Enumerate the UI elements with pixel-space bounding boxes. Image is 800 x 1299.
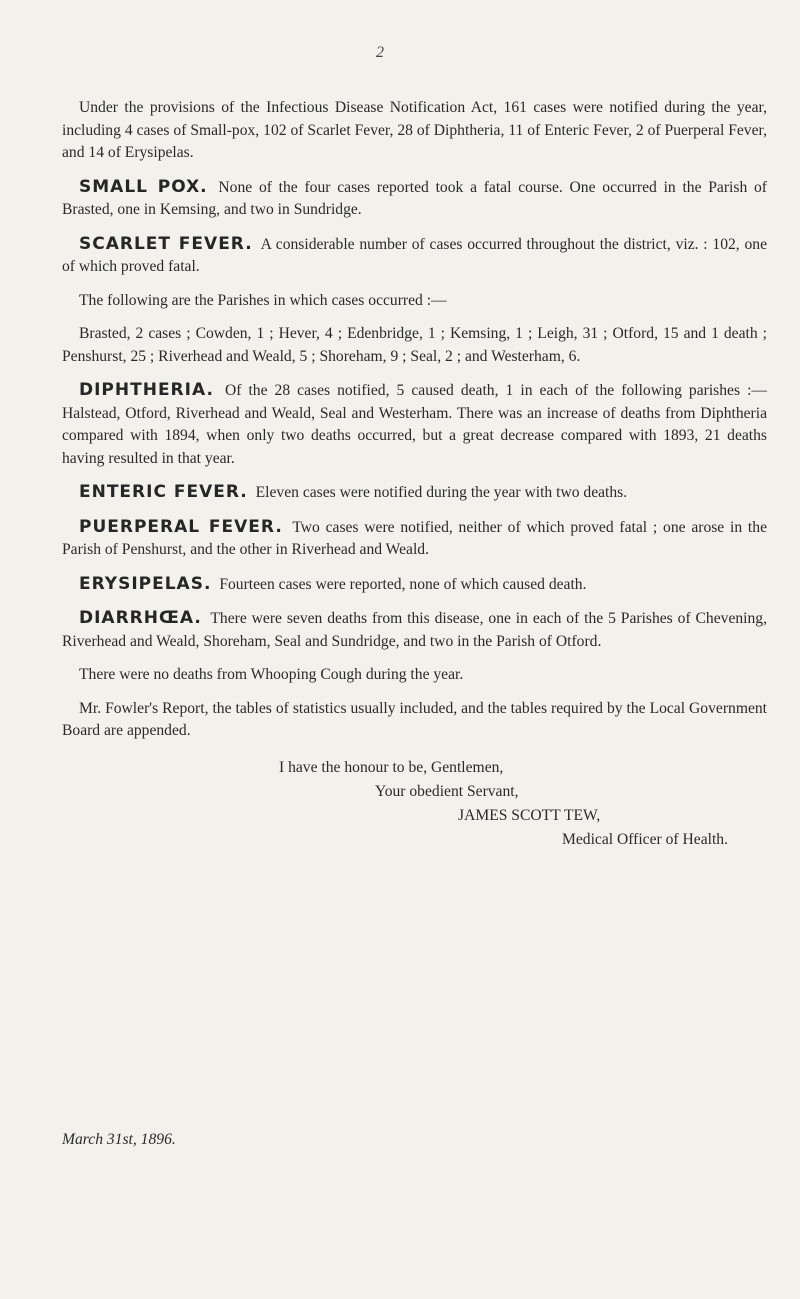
- puerperal-fever-section: [62, 516, 767, 562]
- paragraph-text: None of the four cases reported took a fatal course. One occurred in the Parish of Brasted, one in Kemsing, and two in Sundridge.: [62, 178, 767, 218]
- salutation: I have the honour to be, Gentlemen,: [279, 758, 504, 776]
- paragraph-text: Of the 28 cases notified, 5 caused death, 1 in each of the following parishes :—Halstead, Otford, Riverhead and Weald, Seal and Westerham. There was an increase of deaths from Diphtheria compared with 1894, when only two deaths occurred, but a great decrease compared with 1893, 21 deaths having resulted in that year.: [62, 382, 767, 467]
- scarlet-fever-section: [62, 233, 767, 279]
- report-date: March 31st, 1896.: [62, 1131, 176, 1148]
- paragraph-text: A considerable number of cases occurred throughout the district, viz. : 102, one of which proved fatal.: [62, 235, 767, 275]
- enteric-fever-section: [62, 481, 767, 505]
- paragraph-text: Two cases were notified, neither of which proved fatal ; one arose in the Parish of Penshurst, and the other in Riverhead and Weald.: [62, 518, 767, 558]
- diphtheria-section: [62, 379, 767, 470]
- paragraph-text: Brasted, 2 cases ; Cowden, 1 ; Hever, 4 ; Edenbridge, 1 ; Kemsing, 1 ; Leigh, 31 ; Otford, 15 and 1 death ; Penshurst, 25 ; Riverhead and Weald, 5 ; Shoreham, 9 ; Seal, 2 ; and Westerham, 6.: [62, 325, 767, 365]
- small-pox-section: [62, 176, 767, 222]
- report-appendix-paragraph: [62, 698, 767, 743]
- signature: JAMES SCOTT TEW,: [458, 806, 601, 824]
- parishes-intro: [62, 290, 767, 313]
- section-heading: PUERPERAL FEVER.: [79, 516, 283, 537]
- closing-block: [62, 757, 767, 867]
- document-body: [62, 97, 767, 867]
- whooping-cough-paragraph: [62, 664, 767, 687]
- paragraph-text: Under the provisions of the Infectious Disease Notification Act, 161 cases were notified during the year, including 4 cases of Small-pox, 102 of Scarlet Fever, 28 of Diphtheria, 11 of Enteric Fever, 2 of Puerperal Fever, and 14 of Erysipelas.: [62, 99, 767, 161]
- paragraph-text: Fourteen cases were reported, none of which caused death.: [219, 575, 587, 593]
- diarrhoea-section: [62, 607, 767, 653]
- section-heading: DIARRHŒA.: [79, 608, 202, 628]
- paragraph-text: The following are the Parishes in which cases occurred :—: [79, 291, 447, 309]
- section-heading: DIPHTHERIA.: [79, 380, 214, 400]
- section-heading: SCARLET FEVER.: [79, 233, 253, 254]
- intro-paragraph: [62, 97, 767, 165]
- officer-title: Medical Officer of Health.: [562, 830, 728, 848]
- section-heading: SMALL POX.: [79, 176, 208, 197]
- paragraph-text: There were no deaths from Whooping Cough during the year.: [79, 666, 464, 683]
- parishes-list: [62, 323, 767, 368]
- section-heading: ENTERIC FEVER.: [79, 482, 248, 502]
- section-heading: ERYSIPELAS.: [79, 573, 212, 594]
- paragraph-text: Eleven cases were notified during the year with two deaths.: [255, 484, 628, 501]
- erysipelas-section: [62, 573, 767, 597]
- paragraph-text: Mr. Fowler's Report, the tables of statistics usually included, and the tables required by the Local Government Board are appended.: [62, 699, 767, 739]
- paragraph-text: There were seven deaths from this disease, one in each of the 5 Parishes of Chevening, Riverhead and Weald, Shoreham, Seal and Sundridge, and two in the Parish of Otford.: [62, 610, 767, 650]
- page-number: 2: [376, 44, 384, 61]
- valediction: Your obedient Servant,: [375, 782, 519, 800]
